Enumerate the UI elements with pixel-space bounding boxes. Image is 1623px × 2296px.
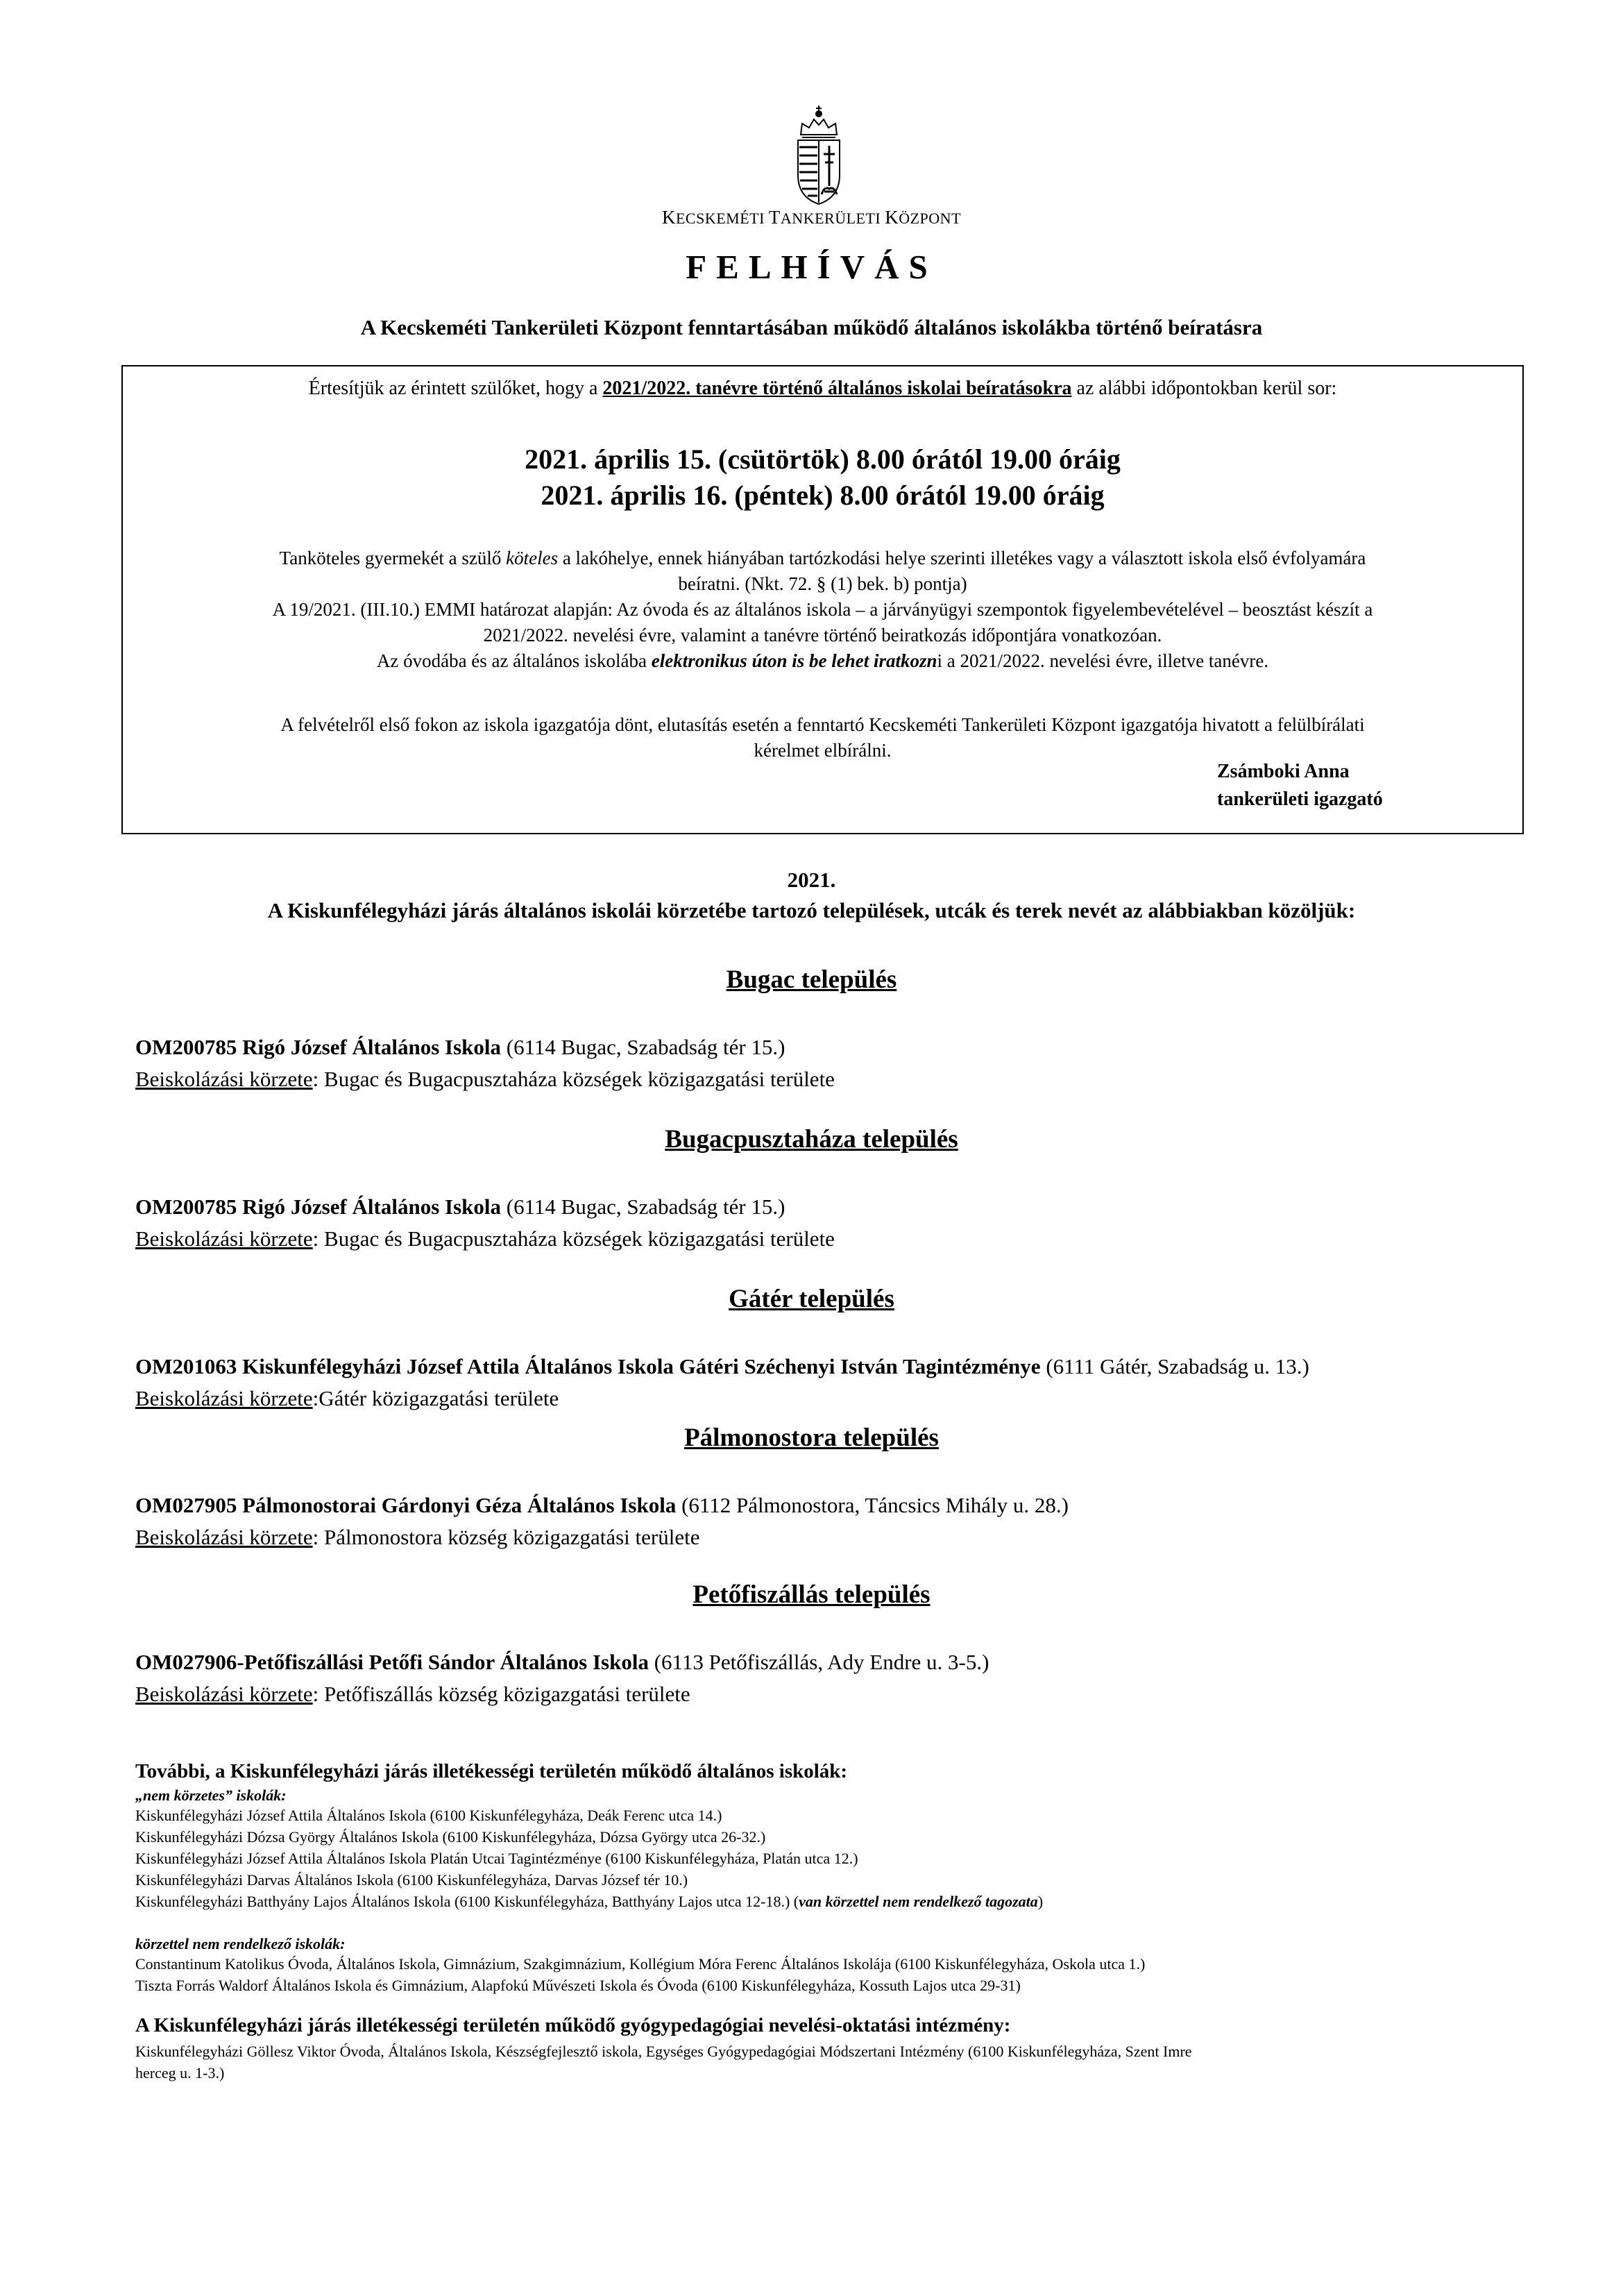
page-title: FELHÍVÁS bbox=[686, 248, 937, 286]
districts-heading: A Kiskunfélegyházi járás általános iskolái körzetébe tartozó települések, utcák és terek nevét az alábbiakban közöljük: bbox=[267, 898, 1356, 922]
non-district-label: „nem körzetes” iskolák: bbox=[135, 1787, 287, 1804]
emphasis-text: van körzettel nem rendelkező tagozata bbox=[799, 1893, 1038, 1910]
list-item: Kiskunfélegyházi Darvas Általános Iskola (6100 Kiskunfélegyháza, Darvas József tér 10.) bbox=[135, 1871, 688, 1889]
signer-name: Zsámboki Anna bbox=[1217, 761, 1350, 782]
district-line bbox=[135, 1063, 835, 1095]
school-address: (6111 Gátér, Szabadság u. 13.) bbox=[1040, 1354, 1309, 1378]
org-text: ANKERÜLETI bbox=[780, 210, 885, 227]
district-label: Beiskolázási körzete bbox=[135, 1525, 313, 1549]
org-text: ÖZPONT bbox=[899, 210, 962, 227]
school-line bbox=[135, 1191, 835, 1223]
section-title: Pálmonostora település bbox=[684, 1424, 939, 1452]
list-item: Kiskunfélegyházi József Attila Általános Iskola (6100 Kiskunfélegyháza, Deák Ferenc utca 14.) bbox=[135, 1807, 722, 1824]
org-text: ECSKEMÉTI bbox=[675, 210, 769, 227]
list-item: Tiszta Forrás Waldorf Általános Iskola és Gimnázium, Alapfokú Művészeti Iskola és Óvoda (6100 Kiskunfélegyháza, Kossuth Lajos utca 29-31) bbox=[135, 1977, 1021, 1994]
section-title: Gátér település bbox=[729, 1285, 894, 1313]
notice-intro bbox=[123, 378, 1522, 400]
text-line: A 19/2021. (III.10.) EMMI határozat alapján: Az óvoda és az általános iskola – a járványügyi szempontok figyelembevételével – beosztást készít a bbox=[272, 599, 1373, 620]
text-span: Tanköteles gyermekét a szülő bbox=[279, 548, 507, 568]
district-area: : Pálmonostora község közigazgatási területe bbox=[312, 1525, 700, 1549]
text-line bbox=[144, 648, 1502, 674]
page-subtitle: A Kecskeméti Tankerületi Központ fenntartásában működő általános iskolákba történő beíratásra bbox=[360, 315, 1263, 339]
district-label: Beiskolázási körzete bbox=[135, 1386, 313, 1410]
school-line bbox=[135, 1489, 1069, 1521]
text-span: i a 2021/2022. nevelési évre, illetve tanévre. bbox=[937, 650, 1269, 671]
special-school-heading: A Kiskunfélegyházi járás illetékességi területén működő gyógypedagógiai nevelési-oktatási intézmény: bbox=[135, 2014, 1011, 2036]
text-line: kérelmet elbírálni. bbox=[754, 740, 892, 761]
non-district-list bbox=[135, 1805, 1509, 1912]
district-line bbox=[135, 1223, 835, 1255]
intro-text: az alábbi időpontokban kerül sor: bbox=[1071, 378, 1337, 399]
enrollment-date: 2021. április 16. (péntek) 8.00 órától 19.00 óráig bbox=[541, 480, 1105, 511]
text-line: beíratni. (Nkt. 72. § (1) bek. b) pontja) bbox=[678, 573, 967, 594]
district-area: : Petőfiszállás község közigazgatási területe bbox=[312, 1682, 690, 1706]
district-label: Beiskolázási körzete bbox=[135, 1067, 313, 1091]
list-item: Kiskunfélegyházi Dózsa György Általános Iskola (6100 Kiskunfélegyháza, Dózsa György utca 26-32.) bbox=[135, 1828, 766, 1846]
school-line bbox=[135, 1351, 1309, 1383]
district-area: : Bugac és Bugacpusztaháza községek közigazgatási területe bbox=[312, 1067, 835, 1091]
school-address: (6114 Bugac, Szabadság tér 15.) bbox=[501, 1035, 785, 1059]
notice-paragraph bbox=[144, 712, 1502, 763]
section-title: Bugac település bbox=[726, 965, 897, 994]
signature-block bbox=[1217, 758, 1383, 813]
signer-title: tankerületi igazgató bbox=[1217, 788, 1383, 810]
school-entry bbox=[135, 1031, 835, 1095]
emphasis-text: köteles bbox=[506, 548, 559, 568]
special-school-text bbox=[135, 2041, 1509, 2084]
list-item bbox=[135, 1891, 1509, 1912]
text-line: Kiskunfélegyházi Göllesz Viktor Óvoda, Általános Iskola, Készségfejlesztő iskola, Egységes Gyógypedagógiai Módszertani Intézmény (6100 Kiskunfélegyháza, Szent Imre bbox=[135, 2043, 1192, 2060]
district-label: Beiskolázási körzete bbox=[135, 1682, 313, 1706]
school-address: (6113 Petőfiszállás, Ady Endre u. 3-5.) bbox=[648, 1650, 989, 1674]
organization-name bbox=[0, 207, 1623, 228]
org-initial: K bbox=[661, 207, 676, 228]
school-name: OM201063 Kiskunfélegyházi József Attila Általános Iskola Gátéri Széchenyi István Tagintézménye bbox=[135, 1354, 1041, 1378]
school-line bbox=[135, 1646, 989, 1678]
school-entry bbox=[135, 1646, 989, 1710]
district-line bbox=[135, 1521, 1069, 1553]
school-name: OM027906-Petőfiszállási Petőfi Sándor Általános Iskola bbox=[135, 1650, 649, 1674]
enrollment-date: 2021. április 15. (csütörtök) 8.00 órától 19.00 óráig bbox=[525, 444, 1121, 475]
list-item: Kiskunfélegyházi József Attila Általános Iskola Platán Utcai Tagintézménye (6100 Kiskunfélegyháza, Platán utca 12.) bbox=[135, 1850, 858, 1867]
school-name: OM027905 Pálmonostorai Gárdonyi Géza Általános Iskola bbox=[135, 1493, 677, 1517]
org-initial: T bbox=[768, 207, 781, 228]
no-district-label: körzettel nem rendelkező iskolák: bbox=[135, 1935, 346, 1952]
enrollment-dates bbox=[123, 441, 1522, 514]
coat-of-arms-icon bbox=[791, 103, 847, 207]
text-line: 2021/2022. nevelési évre, valamint a tanévre történő beiratkozás időpontjára vonatkozóan. bbox=[483, 625, 1162, 645]
text-span: Az óvodába és az általános iskolába bbox=[376, 650, 652, 671]
section-title: Bugacpusztaháza település bbox=[665, 1125, 958, 1154]
intro-text: Értesítjük az érintett szülőket, hogy a bbox=[308, 378, 603, 399]
school-entry bbox=[135, 1351, 1309, 1415]
school-address: (6114 Bugac, Szabadság tér 15.) bbox=[501, 1195, 785, 1219]
notice-box bbox=[121, 365, 1524, 834]
district-area: :Gátér közigazgatási területe bbox=[312, 1386, 559, 1410]
district-line bbox=[135, 1383, 1309, 1415]
intro-emphasis: 2021/2022. tanévre történő általános iskolai beíratásokra bbox=[602, 378, 1072, 399]
text-span: Kiskunfélegyházi Batthyány Lajos Általános Iskola (6100 Kiskunfélegyháza, Batthyány Lajos utca 12-18.) ( bbox=[135, 1893, 799, 1910]
text-span: ) bbox=[1037, 1893, 1044, 1910]
school-line bbox=[135, 1031, 835, 1063]
list-item: Constantinum Katolikus Óvoda, Általános Iskola, Gimnázium, Szakgimnázium, Kollégium Móra Ferenc Általános Iskolája (6100 Kiskunfélegyháza, Oskola utca 1.) bbox=[135, 1955, 1146, 1973]
district-area: : Bugac és Bugacpusztaháza községek közigazgatási területe bbox=[312, 1226, 835, 1251]
text-line: A felvételről első fokon az iskola igazgatója dönt, elutasítás esetén a fenntartó Kecskeméti Tankerületi Központ igazgatója hivatott a felülbírálati bbox=[280, 714, 1365, 735]
school-entry bbox=[135, 1489, 1069, 1553]
school-name: OM200785 Rigó József Általános Iskola bbox=[135, 1035, 501, 1059]
districts-year: 2021. bbox=[787, 868, 836, 892]
further-schools-heading: További, a Kiskunfélegyházi járás illetékességi területén működő általános iskolák: bbox=[135, 1760, 848, 1782]
org-initial: K bbox=[885, 207, 899, 228]
district-line bbox=[135, 1678, 989, 1710]
school-address: (6112 Pálmonostora, Táncsics Mihály u. 28.) bbox=[676, 1493, 1069, 1517]
emphasis-text: elektronikus úton is be lehet iratkozn bbox=[651, 650, 937, 671]
school-entry bbox=[135, 1191, 835, 1255]
text-line: herceg u. 1-3.) bbox=[135, 2064, 225, 2082]
school-name: OM200785 Rigó József Általános Iskola bbox=[135, 1195, 501, 1219]
no-district-list bbox=[135, 1953, 1509, 1996]
text-line bbox=[144, 546, 1502, 571]
notice-paragraph bbox=[144, 546, 1502, 674]
text-span: a lakóhelye, ennek hiányában tartózkodási helye szerinti illetékes vagy a választott iskola első évfolyamára bbox=[558, 548, 1366, 568]
district-label: Beiskolázási körzete bbox=[135, 1226, 313, 1251]
section-title: Petőfiszállás település bbox=[692, 1580, 931, 1609]
